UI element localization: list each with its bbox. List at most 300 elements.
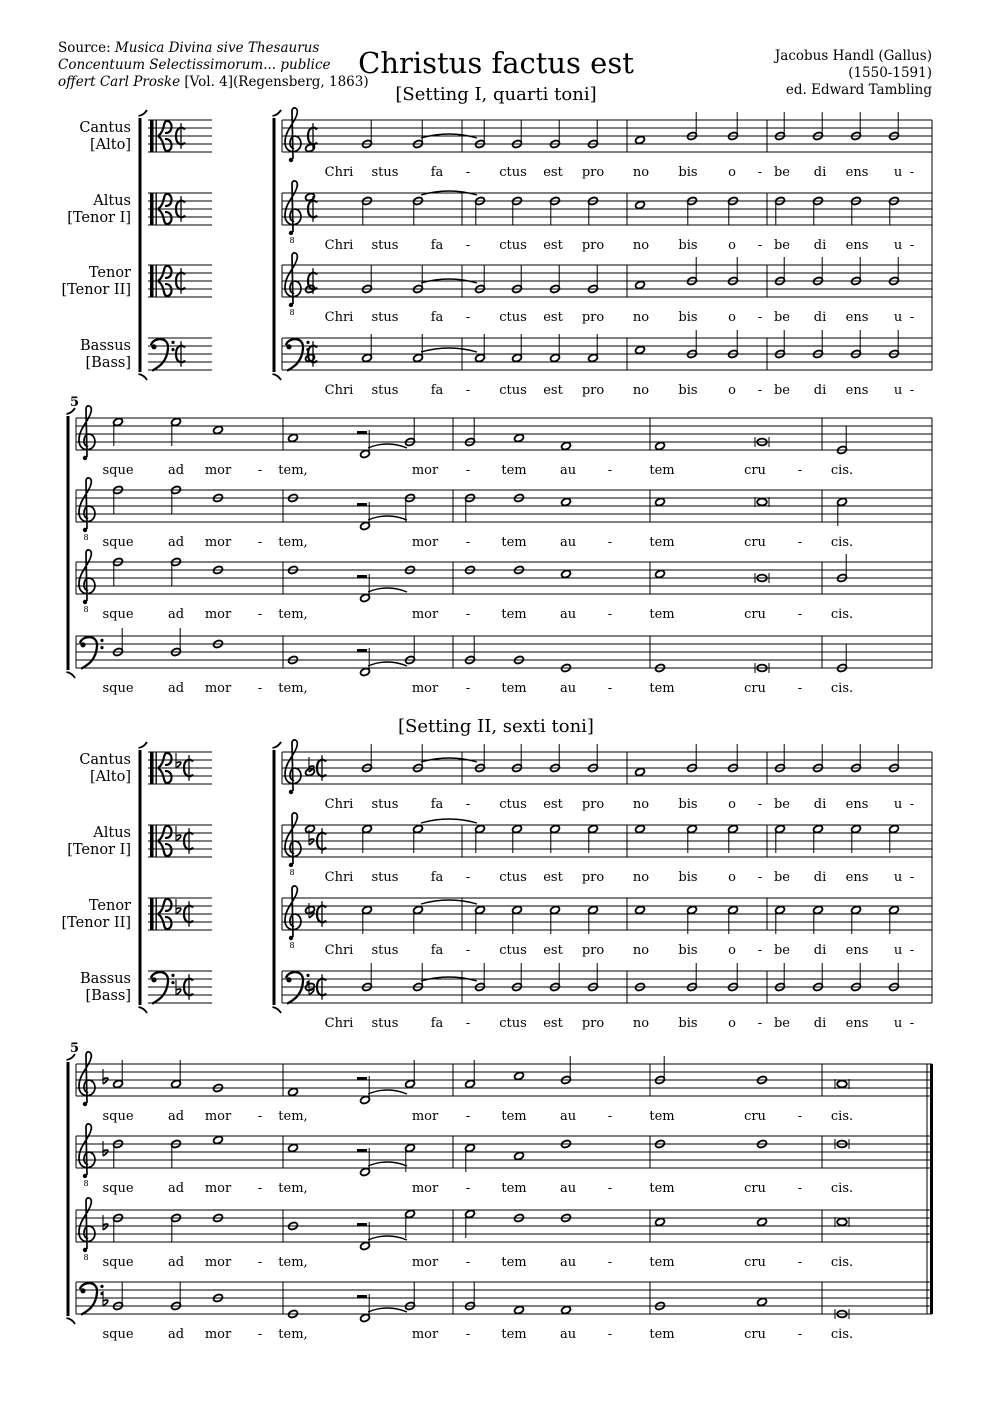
octave-8-label: 8 — [289, 941, 295, 950]
staff — [76, 1136, 932, 1168]
g-clef-icon — [79, 1124, 95, 1178]
half-rest-icon — [357, 503, 367, 506]
lyric-syllable: bis — [678, 165, 698, 180]
flat-icon — [176, 826, 181, 841]
tie-slur — [368, 1162, 407, 1166]
lyric-syllable: pro — [581, 797, 605, 812]
lyric-syllable: ctus — [499, 943, 527, 958]
flat-bowl — [103, 1224, 108, 1230]
tie-slur — [368, 1308, 407, 1312]
lyric-syllable: - — [257, 681, 263, 696]
lyric-syllable: Chri — [324, 870, 354, 885]
half-note-head — [213, 425, 224, 434]
lyric-syllable: tem — [649, 1327, 675, 1342]
half-rest-icon — [357, 1295, 367, 1298]
half-note-head — [635, 824, 646, 833]
lyric-syllable: - — [797, 607, 803, 622]
lyric-syllable: - — [465, 943, 471, 958]
c-clef-bar — [150, 752, 154, 784]
lyric-syllable: mor — [204, 1109, 232, 1124]
octave-8-label: 8 — [83, 1179, 89, 1188]
lyric-syllable: - — [757, 238, 763, 253]
bracket-bottom-hook — [67, 672, 76, 678]
lyric-syllable: - — [757, 943, 763, 958]
lyric-syllable: est — [543, 310, 563, 325]
note-head — [514, 1305, 525, 1314]
half-note-head — [655, 1217, 666, 1226]
lyric-syllable: est — [543, 1016, 563, 1031]
staff — [282, 338, 932, 370]
g-clef-icon — [285, 813, 301, 867]
lyric-syllable: fa — [430, 383, 444, 398]
setting-2-heading: [Setting II, sexti toni] — [398, 716, 594, 737]
half-note-head — [635, 905, 646, 914]
staff — [282, 898, 932, 930]
lyric-syllable: mor — [204, 1327, 232, 1342]
lyric-syllable: - — [465, 1255, 471, 1270]
lyric-syllable: ad — [167, 1327, 185, 1342]
lyric-syllable: ctus — [499, 238, 527, 253]
lyric-syllable: - — [607, 463, 613, 478]
lyric-syllable: - — [465, 238, 471, 253]
incipit-staff — [148, 971, 212, 1003]
lyric-syllable: sque — [102, 535, 134, 550]
tie-slur — [368, 444, 407, 448]
g-clef-icon — [285, 108, 301, 162]
lyric-syllable: ens — [845, 238, 869, 253]
voice-modern-name: [Tenor II] — [61, 282, 131, 298]
lyric-syllable: sque — [102, 1327, 134, 1342]
g-clef-curve — [79, 1198, 95, 1249]
lyric-syllable: mor — [411, 463, 439, 478]
system-bracket — [273, 742, 282, 1013]
lyric-syllable: mor — [411, 535, 439, 550]
lyric-syllable: - — [257, 607, 263, 622]
note-head — [213, 1135, 224, 1144]
f-clef-dot — [100, 646, 103, 649]
half-note-head — [514, 433, 525, 442]
flat-icon — [309, 903, 314, 918]
lyric-syllable: fa — [430, 310, 444, 325]
lyric-syllable: - — [465, 797, 471, 812]
lyric-syllable: tem — [501, 1109, 527, 1124]
lyric-syllable: be — [773, 870, 791, 885]
lyric-syllable: ens — [845, 310, 869, 325]
lyric-syllable: tem, — [278, 1181, 308, 1196]
note-head — [561, 441, 572, 450]
voice-name: Bassus — [80, 338, 131, 354]
lyric-syllable: sque — [102, 607, 134, 622]
lyric-syllable: u — [893, 165, 903, 180]
c-clef-bar — [150, 193, 154, 225]
flat-icon — [103, 1215, 108, 1230]
lyric-syllable: stus — [371, 310, 399, 325]
half-note-head — [288, 433, 299, 442]
page-title: Christus factus est — [358, 46, 634, 80]
source-prefix: Source: — [58, 40, 115, 56]
note-head — [288, 1143, 299, 1152]
g-clef-curve — [79, 478, 95, 529]
lyric-syllable: sque — [102, 681, 134, 696]
note-head — [655, 1217, 666, 1226]
lyric-syllable: no — [632, 383, 650, 398]
half-note-head — [635, 200, 646, 209]
g-clef-tail-dot — [289, 790, 293, 794]
lyric-syllable: di — [813, 943, 827, 958]
system-bracket — [273, 110, 282, 380]
c-clef-lower — [158, 281, 172, 296]
lyric-syllable: - — [607, 1181, 613, 1196]
lyric-syllable: - — [465, 1109, 471, 1124]
bracket-top-hook — [273, 742, 282, 748]
incipit-bracket — [139, 742, 148, 1013]
c-clef-upper — [158, 753, 172, 768]
note-head — [635, 345, 646, 354]
note-head — [635, 905, 646, 914]
g-clef-tail-dot — [83, 456, 87, 460]
lyric-syllable: - — [757, 1016, 763, 1031]
tie-slur — [368, 516, 407, 520]
lyric-syllable: sque — [102, 1181, 134, 1196]
lyric-syllable: - — [757, 165, 763, 180]
lyric-syllable: tem — [649, 1255, 675, 1270]
incipit-staff — [148, 898, 212, 930]
composer-name: Jacobus Handl (Gallus) — [774, 48, 932, 64]
lyric-syllable: est — [543, 943, 563, 958]
lyric-syllable: mor — [204, 681, 232, 696]
lyric-syllable: be — [773, 165, 791, 180]
lyric-syllable: tem — [649, 463, 675, 478]
note-head — [561, 497, 572, 506]
lyric-syllable: est — [543, 870, 563, 885]
lyric-syllable: tem — [501, 463, 527, 478]
bracket-bottom-hook — [67, 1318, 76, 1324]
half-note-head — [655, 569, 666, 578]
breve-head — [757, 499, 767, 506]
lyric-syllable: tem, — [278, 1255, 308, 1270]
lyric-syllable: Chri — [324, 238, 354, 253]
g-clef-icon — [285, 886, 301, 940]
f-clef-head — [151, 977, 156, 982]
half-rest-icon — [357, 1223, 367, 1226]
voice-name: Bassus — [80, 971, 131, 987]
lyric-syllable: - — [797, 1255, 803, 1270]
lyric-syllable: ad — [167, 463, 185, 478]
f-clef-dot — [306, 974, 309, 977]
half-rest-icon — [357, 1149, 367, 1152]
lyric-syllable: cis. — [830, 1181, 854, 1196]
half-note-head — [514, 1071, 525, 1080]
staff — [76, 490, 932, 522]
incipit-staff — [148, 825, 212, 857]
lyric-syllable: mor — [204, 463, 232, 478]
editor-name: ed. Edward Tambling — [785, 82, 932, 98]
lyric-syllable: - — [607, 1109, 613, 1124]
lyric-syllable: pro — [581, 870, 605, 885]
lyric-syllable: - — [757, 870, 763, 885]
lyric-syllable: pro — [581, 1016, 605, 1031]
voice-name: Altus — [93, 193, 131, 209]
f-clef-head — [286, 977, 291, 982]
f-clef-head — [286, 344, 291, 349]
lyric-syllable: - — [607, 1255, 613, 1270]
lyric-syllable: ad — [167, 607, 185, 622]
half-note-head — [305, 824, 316, 833]
note-head — [305, 143, 316, 152]
g-clef-curve — [285, 181, 301, 232]
lyric-syllable: u — [893, 310, 903, 325]
lyric-syllable: Chri — [324, 310, 354, 325]
lyric-syllable: mor — [411, 1327, 439, 1342]
lyric-syllable: - — [465, 310, 471, 325]
g-clef-tail-dot — [289, 231, 293, 235]
half-note-head — [655, 441, 666, 450]
lyric-syllable: tem — [501, 1327, 527, 1342]
lyric-syllable: mor — [204, 1255, 232, 1270]
voice-name: Cantus — [79, 752, 131, 768]
c-clef-thin-bar — [156, 265, 157, 297]
note-head — [757, 1297, 768, 1306]
lyric-syllable: stus — [371, 165, 399, 180]
note-head — [213, 425, 224, 434]
lyric-syllable: - — [909, 870, 915, 885]
lyric-syllable: - — [257, 1181, 263, 1196]
source-title-1: Musica Divina sive Thesaurus — [114, 40, 320, 56]
g-clef-tail-dot — [289, 303, 293, 307]
lyric-syllable: cru — [744, 535, 766, 550]
g-clef-tail-dot — [83, 1248, 87, 1252]
lyric-syllable: no — [632, 310, 650, 325]
lyric-syllable: Chri — [324, 797, 354, 812]
lyric-syllable: - — [909, 797, 915, 812]
g-clef-curve — [285, 813, 301, 864]
f-clef-head — [151, 344, 156, 349]
lyric-syllable: bis — [678, 1016, 698, 1031]
lyric-syllable: di — [813, 1016, 827, 1031]
lyric-syllable: - — [797, 535, 803, 550]
lyric-syllable: tem — [501, 607, 527, 622]
lyric-syllable: o — [728, 870, 736, 885]
flat-icon — [309, 980, 314, 995]
g-clef-curve — [79, 406, 95, 457]
half-note-head — [635, 280, 646, 289]
lyric-syllable: u — [893, 383, 903, 398]
lyric-syllable: tem, — [278, 1109, 308, 1124]
lyric-syllable: - — [797, 1327, 803, 1342]
lyric-syllable: pro — [581, 943, 605, 958]
half-note-head — [561, 569, 572, 578]
lyric-syllable: - — [607, 681, 613, 696]
lyric-syllable: u — [893, 238, 903, 253]
lyric-syllable: mor — [204, 535, 232, 550]
lyric-syllable: cis. — [830, 535, 854, 550]
lyric-syllable: tem, — [278, 463, 308, 478]
staff — [76, 418, 932, 450]
g-clef-tail-dot — [83, 1174, 87, 1178]
lyric-syllable: - — [909, 310, 915, 325]
lyric-syllable: - — [909, 238, 915, 253]
note-head — [655, 497, 666, 506]
note-head — [655, 569, 666, 578]
tie-slur — [368, 1236, 407, 1240]
lyric-syllable: pro — [581, 310, 605, 325]
staff — [76, 562, 932, 594]
lyric-syllable: bis — [678, 870, 698, 885]
octave-8-label: 8 — [289, 236, 295, 245]
lyric-syllable: sque — [102, 1109, 134, 1124]
g-clef-icon — [79, 1052, 95, 1106]
g-clef-curve — [79, 1124, 95, 1175]
lyric-syllable: di — [813, 165, 827, 180]
c-clef-thin-bar — [156, 193, 157, 225]
lyric-syllable: - — [257, 1109, 263, 1124]
g-clef-icon — [285, 181, 301, 235]
lyric-syllable: u — [893, 1016, 903, 1031]
lyric-syllable: mor — [204, 607, 232, 622]
voice-modern-name: [Tenor II] — [61, 915, 131, 931]
octave-8-label: 8 — [289, 308, 295, 317]
note-head — [561, 569, 572, 578]
flat-bowl — [176, 989, 181, 995]
lyric-syllable: tem, — [278, 535, 308, 550]
half-note-head — [635, 767, 646, 776]
lyric-syllable: tem — [649, 535, 675, 550]
lyric-syllable: tem — [501, 681, 527, 696]
half-note-head — [561, 441, 572, 450]
incipit-staff — [148, 193, 212, 225]
incipit-staff — [148, 120, 212, 152]
system-bracket — [67, 1054, 76, 1324]
lyric-syllable: tem — [649, 1181, 675, 1196]
lyric-syllable: cis. — [830, 1109, 854, 1124]
f-clef-curve — [80, 1283, 97, 1315]
tie-slur — [368, 588, 407, 592]
note-head — [305, 353, 316, 362]
lyric-syllable: ad — [167, 1181, 185, 1196]
lyric-syllable: mor — [411, 681, 439, 696]
octave-8-label: 8 — [83, 1253, 89, 1262]
lyric-syllable: au — [559, 1327, 577, 1342]
lyric-syllable: - — [257, 1327, 263, 1342]
c-clef-bar — [150, 265, 154, 297]
lyric-syllable: mor — [411, 1109, 439, 1124]
lyric-syllable: ens — [845, 870, 869, 885]
octave-8-label: 8 — [83, 533, 89, 542]
lyric-syllable: - — [607, 535, 613, 550]
c-clef-upper — [158, 899, 172, 914]
lyric-syllable: ens — [845, 1016, 869, 1031]
half-note-head — [635, 345, 646, 354]
flat-icon — [103, 1069, 108, 1084]
flat-icon — [176, 899, 181, 914]
staff — [76, 1282, 932, 1314]
half-rest-icon — [357, 431, 367, 434]
lyric-syllable: o — [728, 238, 736, 253]
staff — [76, 1064, 932, 1096]
lyric-syllable: Chri — [324, 1016, 354, 1031]
g-clef-curve — [285, 108, 301, 159]
incipit-bracket — [139, 110, 148, 380]
lyric-syllable: cru — [744, 1181, 766, 1196]
lyric-syllable: di — [813, 797, 827, 812]
lyric-syllable: bis — [678, 310, 698, 325]
half-note-head — [757, 1217, 768, 1226]
half-rest-icon — [357, 1077, 367, 1080]
g-clef-icon — [79, 550, 95, 604]
g-clef-icon — [79, 406, 95, 460]
lyric-syllable: mor — [411, 1181, 439, 1196]
lyric-syllable: ctus — [499, 870, 527, 885]
octave-8-label: 8 — [83, 605, 89, 614]
note-head — [755, 497, 769, 507]
voice-name: Altus — [93, 825, 131, 841]
half-rest-icon — [357, 575, 367, 578]
c-clef-upper — [158, 121, 172, 136]
lyric-syllable: di — [813, 383, 827, 398]
c-clef-lower — [158, 914, 172, 929]
lyric-syllable: cis. — [830, 463, 854, 478]
lyric-syllable: tem — [649, 1109, 675, 1124]
note-head — [635, 135, 646, 144]
voice-name: Tenor — [88, 898, 131, 914]
lyric-syllable: ctus — [499, 165, 527, 180]
f-clef-curve — [286, 339, 303, 371]
lyric-syllable: fa — [430, 238, 444, 253]
lyric-syllable: cis. — [830, 607, 854, 622]
breve-head — [837, 1219, 847, 1226]
lyric-syllable: fa — [430, 165, 444, 180]
flat-bowl — [309, 839, 314, 845]
note-head — [655, 441, 666, 450]
f-clef-icon — [151, 972, 175, 1004]
lyric-syllable: cis. — [830, 681, 854, 696]
g-clef-curve — [79, 550, 95, 601]
lyric-syllable: - — [257, 535, 263, 550]
lyric-syllable: - — [465, 535, 471, 550]
lyric-syllable: - — [909, 943, 915, 958]
bracket-bottom-hook — [139, 374, 148, 380]
lyric-syllable: be — [773, 943, 791, 958]
lyric-syllable: no — [632, 238, 650, 253]
lyric-syllable: be — [773, 1016, 791, 1031]
lyric-syllable: pro — [581, 165, 605, 180]
lyric-syllable: o — [728, 383, 736, 398]
f-clef-icon — [80, 1283, 104, 1315]
lyric-syllable: - — [465, 681, 471, 696]
lyric-syllable: mor — [411, 1255, 439, 1270]
lyric-syllable: di — [813, 870, 827, 885]
c-clef-bar — [150, 120, 154, 152]
lyric-syllable: fa — [430, 797, 444, 812]
half-note-head — [514, 1305, 525, 1314]
half-note-head — [655, 497, 666, 506]
lyric-syllable: au — [559, 681, 577, 696]
lyric-syllable: o — [728, 1016, 736, 1031]
lyric-syllable: tem, — [278, 607, 308, 622]
half-note-head — [514, 1151, 525, 1160]
source-title-3: offert Carl Proske — [58, 74, 181, 90]
bracket-bottom-hook — [139, 1007, 148, 1013]
c-clef-thin-bar — [156, 120, 157, 152]
note-head — [514, 433, 525, 442]
note-head — [635, 824, 646, 833]
lyric-syllable: no — [632, 870, 650, 885]
g-clef-curve — [285, 886, 301, 937]
lyric-syllable: - — [465, 383, 471, 398]
lyric-syllable: stus — [371, 1016, 399, 1031]
lyric-syllable: mor — [204, 1181, 232, 1196]
lyric-syllable: bis — [678, 383, 698, 398]
